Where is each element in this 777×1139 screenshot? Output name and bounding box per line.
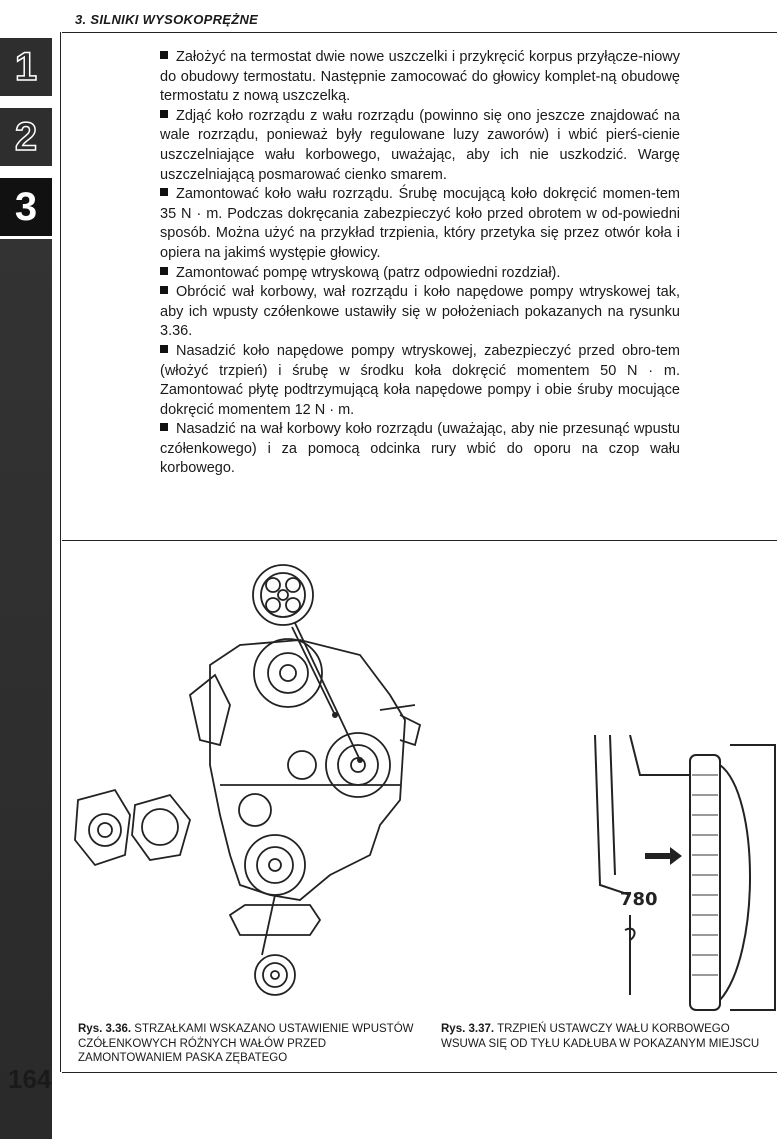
bullet-icon [160,188,168,196]
bullet-icon [160,51,168,59]
paragraph: Zamontować koło wału rozrządu. Śrubę mocującą koło dokręcić momen-tem 35 N · m. Podczas dokręcania zabezpieczyć koło przed obrotem w od-powiedni sposób. Można użyć na przykład trzpienia, który przetyka się przez otwór koła i opiera na jakimś występie głowicy. [160,186,680,261]
paragraph: Założyć na termostat dwie nowe uszczelki i przykręcić korpus przyłącze-niowy do obudowy termostatu. Następnie zamocować do głowicy komplet-ną obudowę termostatu z nową uszczelką. [160,49,680,105]
thumb-tab-strip [0,239,52,1139]
bullet-icon [160,110,168,118]
chapter-tab-1: 1 [0,38,52,96]
header-rule [62,32,777,33]
bullet-icon [160,423,168,431]
chapter-header: 3. SILNIKI WYSOKOPRĘŻNE [75,12,259,27]
paragraph: Zamontować pompę wtryskową (patrz odpowiedni rozdział). [160,264,680,284]
footer-rule [62,1072,777,1073]
bullet-icon [160,345,168,353]
figure-separator [62,540,777,541]
figure-caption-3-36: Rys. 3.36. STRZAŁKAMI WSKAZANO USTAWIENIE WPUSTÓW CZÓŁENKOWYCH RÓŻNYCH WAŁÓW PRZED ZAMONTOWANIEM PASKA ZĘBATEGO [78,1023,414,1064]
chapter-tab-2: 2 [0,108,52,166]
page-number: 164 [8,1064,52,1094]
chapter-tabs [0,38,52,248]
body-text [160,48,680,479]
chapter-tab-3: 3 [0,178,52,236]
margin-rule [60,32,61,1072]
bullet-icon [160,286,168,294]
paragraph: Zdjąć koło rozrządu z wału rozrządu (powinno się ono jeszcze znajdować na wale rozrządu, ponieważ były regulowane luzy zaworów) i wbić pierś-cienie uszczelniające wału korbowego, uważając, aby ich nie uszkodzić. Wargę uszczelniającą posmarować cienko smarem. [160,107,680,183]
bullet-icon [160,267,168,275]
paragraph: Obrócić wał korbowy, wał rozrządu i koło napędowe pompy wtryskowej tak, aby ich wpusty czółenkowe ustawiły się w położeniach pokazanych na rysunku 3.36. [160,284,680,340]
part-number-label: 780 [620,889,658,910]
engine-timing-drawing [70,555,450,1010]
figure-caption-3-37: Rys. 3.37. TRZPIEŃ USTAWCZY WAŁU KORBOWEGO WSUWA SIĘ OD TYŁU KADŁUBA W POKAZANYM MIEJSCU [441,1023,760,1050]
paragraph: Nasadzić koło napędowe pompy wtryskowej, zabezpieczyć przed obro-tem (włożyć trzpień) i śrubę w środku koła dokręcić momentem 50 N · m. Zamontować płytę podtrzymującą koła napędowe pompy i obie śruby mocujące dokręcić momentem 12 N · m. [160,342,680,418]
paragraph: Nasadzić na wał korbowy koło rozrządu (uważając, aby nie przesunąć wpustu czółenkowego) i za pomocą odcinka rury wbić do oporu na czop wału korbowego. [160,421,680,477]
crankshaft-pin-drawing [590,735,777,1015]
